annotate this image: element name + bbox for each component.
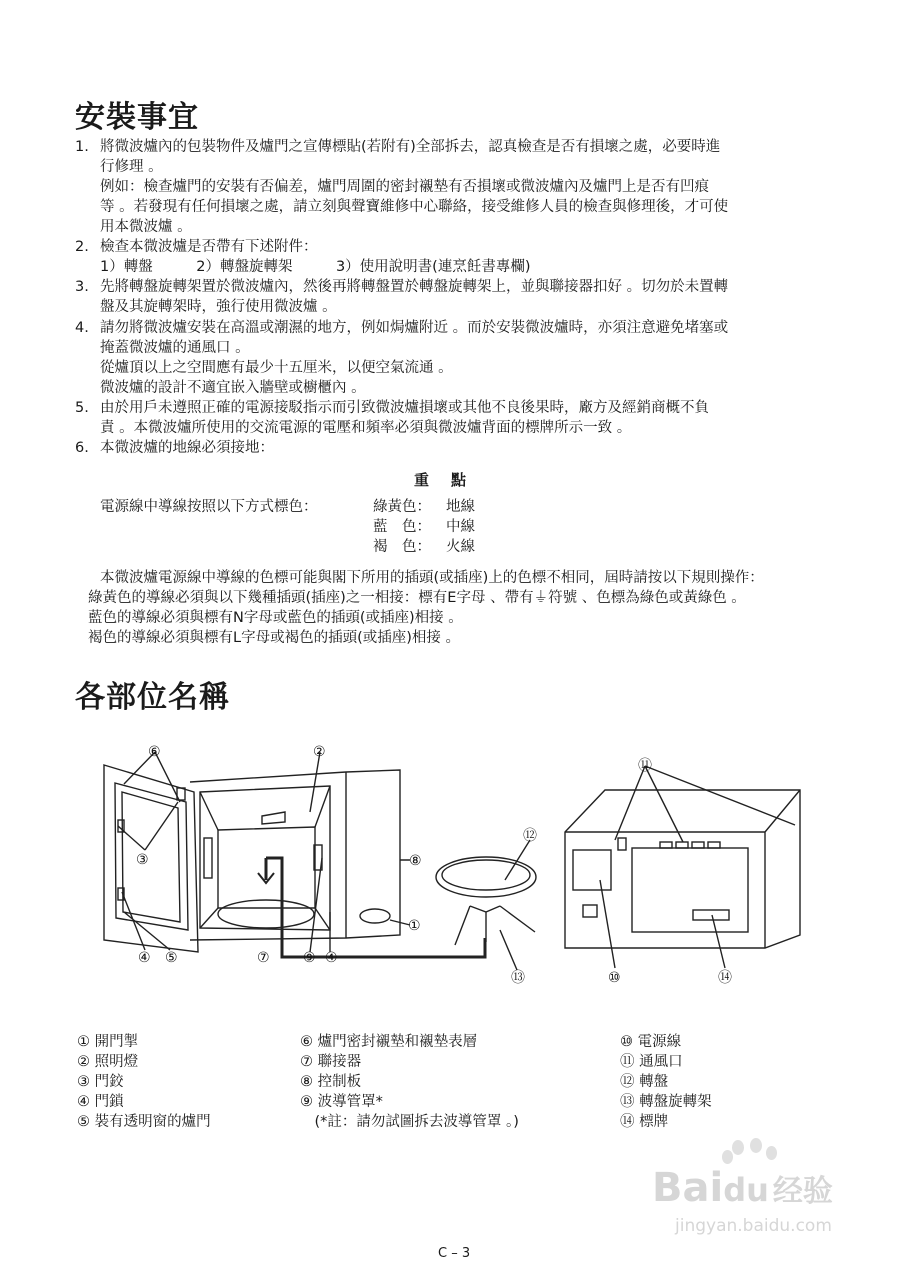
svg-text:⑤: ⑤ [165, 950, 178, 966]
part-label: ① 開門掣 [77, 1034, 139, 1050]
part-label: ④ 門鎖 [77, 1094, 124, 1110]
item-number: 4. [75, 320, 89, 336]
install-text-line: 從爐頂以上之空間應有最少十五厘米，以便空氣流通 。 [100, 360, 453, 376]
part-label: ② 照明燈 [77, 1054, 139, 1070]
section-title-parts: 各部位名稱 [75, 680, 230, 715]
svg-text:⑫: ⑫ [523, 828, 537, 844]
svg-text:⑬: ⑬ [511, 970, 525, 986]
svg-text:②: ② [313, 744, 326, 760]
install-text-line: 盤及其旋轉架時，強行使用微波爐 。 [100, 299, 337, 315]
part-label: ⑪ 通風口 [620, 1054, 683, 1070]
part-label: ⑨ 波導管罩* [300, 1094, 383, 1110]
svg-text:⑭: ⑭ [718, 970, 732, 986]
part-label: ⑧ 控制板 [300, 1074, 362, 1090]
install-text-line: 行修理 。 [100, 159, 163, 175]
watermark-url: jingyan.baidu.com [675, 1216, 832, 1236]
svg-text:③: ③ [136, 852, 149, 868]
part-note: (*註：請勿試圖拆去波導管罩 。) [300, 1114, 519, 1130]
wiring-note: 本微波爐電源線中導線的色標可能與閣下所用的插頭(或插座)上的色標不相同，屆時請按以下規則操作： [100, 570, 764, 586]
part-label: ⑬ 轉盤旋轉架 [620, 1094, 712, 1110]
install-text-line: 將微波爐內的包裝物件及爐門之宣傳標貼(若附有)全部拆去，認真檢查是否有損壞之處，必要時進 [100, 139, 721, 155]
watermark-brand-cn: 经验 [772, 1174, 833, 1209]
svg-text:⑦: ⑦ [257, 950, 270, 966]
svg-text:⑧: ⑧ [409, 853, 422, 869]
wire-intro: 電源線中導線按照以下方式標色： [100, 499, 318, 515]
install-text-line: 請勿將微波爐安裝在高溫或潮濕的地方，例如焗爐附近 。而於安裝微波爐時，亦須注意避免堵塞或 [100, 320, 729, 336]
svg-text:⑪: ⑪ [638, 758, 652, 774]
important-heading: 重點 [414, 471, 489, 489]
install-text-line: 掩蓋微波爐的通風口 。 [100, 340, 250, 356]
section-title-installation: 安裝事宜 [75, 100, 199, 135]
wire-color: 綠黃色： [373, 499, 431, 515]
install-text-line: 用本微波爐 。 [100, 219, 192, 235]
svg-text:④: ④ [138, 950, 151, 966]
part-label: ⑫ 轉盤 [620, 1074, 669, 1090]
accessory-list: 1）轉盤 2）轉盤旋轉架 3）使用說明書(連烹飪書專欄) [100, 259, 531, 275]
install-text-line: 檢查本微波爐是否帶有下述附件： [100, 239, 318, 255]
item-number: 5. [75, 400, 89, 416]
wiring-note: 綠黃色的導線必須與以下幾種插頭(插座)之一相接：標有E字母 、帶有⏚符號 、色標為綠色或黃綠色 。 [88, 590, 746, 606]
svg-text:⑨: ⑨ [303, 950, 316, 966]
install-text-line: 等 。若發現有任何損壞之處，請立刻與聲寶維修中心聯絡，接受維修人員的檢查與修理後，才可使 [100, 199, 729, 215]
svg-text:⑩: ⑩ [608, 970, 621, 986]
wiring-note: 褐色的導線必須與標有L字母或褐色的插頭(或插座)相接 。 [88, 630, 460, 646]
install-text-line: 例如：檢查爐門的安裝有否偏差，爐門周圍的密封襯墊有否損壞或微波爐內及爐門上是否有凹痕 [100, 179, 709, 195]
wire-color: 褐 色： [373, 539, 431, 555]
svg-text:⑥: ⑥ [148, 744, 161, 760]
microwave-parts-diagram [0, 730, 906, 1000]
wiring-note: 藍色的導線必須與標有N字母或藍色的插頭(或插座)相接 。 [88, 610, 463, 626]
part-label: ⑦ 聯接器 [300, 1054, 362, 1070]
part-label: ⑥ 爐門密封襯墊和襯墊表層 [300, 1034, 478, 1050]
part-label: ⑤ 裝有透明窗的爐門 [77, 1114, 211, 1130]
wire-meaning: 中線 [446, 519, 475, 535]
wire-meaning: 火線 [446, 539, 475, 555]
item-number: 1. [75, 139, 89, 155]
install-text-line: 由於用戶未遵照正確的電源接駁指示而引致微波爐損壞或其他不良後果時，廠方及經銷商概不負 [100, 400, 709, 416]
install-text-line: 微波爐的設計不適宜嵌入牆壁或櫥櫃內 。 [100, 380, 366, 396]
wire-meaning: 地線 [446, 499, 475, 515]
install-text-line: 責 。本微波爐所使用的交流電源的電壓和頻率必須與微波爐背面的標牌所示一致 。 [100, 420, 632, 436]
watermark-logo [652, 1165, 833, 1211]
wire-color: 藍 色： [373, 519, 431, 535]
svg-text:④: ④ [325, 950, 338, 966]
install-text-line: 先將轉盤旋轉架置於微波爐內，然後再將轉盤置於轉盤旋轉架上，並與聯接器扣好 。切勿於未置轉 [100, 279, 729, 295]
item-number: 6. [75, 440, 89, 456]
watermark-brand-du: du [723, 1171, 769, 1209]
page-number: C – 3 [438, 1246, 471, 1261]
part-label: ⑭ 標牌 [620, 1114, 669, 1130]
item-number: 2. [75, 239, 89, 255]
watermark-brand: Bai [652, 1165, 724, 1211]
svg-text:①: ① [408, 918, 421, 934]
item-number: 3. [75, 279, 89, 295]
part-label: ⑩ 電源線 [620, 1034, 682, 1050]
install-text-line: 本微波爐的地線必須接地： [100, 440, 274, 456]
part-label: ③ 門鉸 [77, 1074, 124, 1090]
